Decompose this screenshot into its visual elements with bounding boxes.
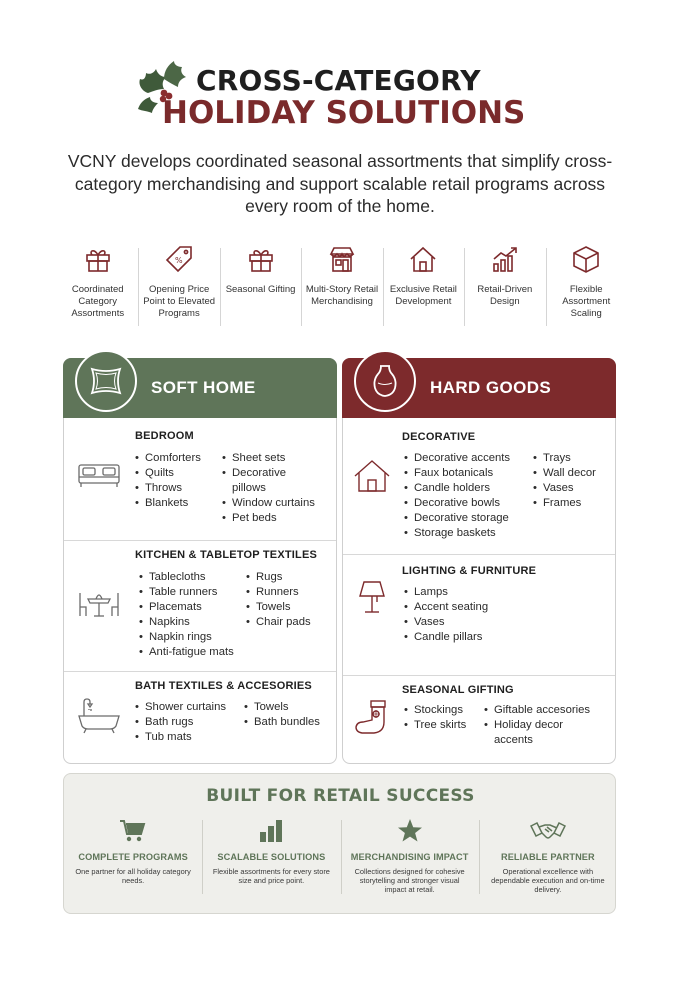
feature-item: [220, 240, 301, 332]
list-item: • Sheet sets: [222, 451, 315, 466]
list-item: • Holiday decor: [484, 718, 590, 733]
decorative-title: DECORATIVE: [402, 431, 476, 443]
list-item: • Tub mats: [135, 730, 226, 745]
feature-label: Opening Price Point to Elevated Programs: [143, 284, 216, 319]
stocking-icon: [349, 698, 395, 738]
pillar-item: [202, 818, 340, 906]
kitchen-section: [64, 540, 336, 671]
price-tag-icon: [164, 244, 194, 274]
list-item: • Comforters: [135, 451, 201, 466]
house-icon: [408, 244, 438, 274]
gift-box-icon: [83, 244, 113, 274]
list-item: • Towels: [246, 600, 311, 615]
list-item: • Candle holders: [404, 481, 510, 496]
bath-title: BATH TEXTILES & ACCESORIES: [135, 680, 312, 692]
list-item: • Pet beds: [222, 511, 315, 526]
pillar-text: Flexible assortments for every store size and price point.: [212, 867, 330, 886]
decorative-list-1: [404, 451, 510, 541]
list-item: • Shower curtains: [135, 700, 226, 715]
built-title: BUILT FOR RETAIL SUCCESS: [206, 786, 475, 806]
list-item: • Faux botanicals: [404, 466, 510, 481]
pillow-badge: [75, 350, 137, 412]
list-item: pillows: [232, 482, 266, 494]
decorative-list-2: [533, 451, 596, 511]
list-item: accents: [494, 734, 533, 746]
bedroom-title: BEDROOM: [135, 430, 194, 442]
list-item: • Stockings: [404, 703, 466, 718]
svg-text:%: %: [175, 256, 183, 265]
bedroom-list-1: [135, 451, 201, 511]
list-item: • Decorative: [222, 466, 315, 481]
cube-icon: [571, 244, 601, 274]
lamp-icon: [349, 579, 395, 619]
list-item: • Anti-fatigue mats: [139, 645, 234, 660]
vase-badge: [354, 350, 416, 412]
list-item: • Blankets: [135, 496, 201, 511]
feature-item: [383, 240, 464, 332]
title-line-1: CROSS-CATEGORY: [196, 64, 481, 97]
list-item: • Table runners: [139, 585, 234, 600]
pillar-title: RELIABLE PARTNER: [500, 852, 595, 862]
list-item: • Runners: [246, 585, 311, 600]
list-item: • Tablecloths: [139, 570, 234, 585]
feature-item: [464, 240, 545, 332]
feature-label: Coordinated Category Assortments: [71, 284, 125, 319]
storefront-icon: [327, 244, 357, 274]
kitchen-title: KITCHEN & TABLETOP TEXTILES: [135, 549, 318, 561]
hard-goods-title: HARD GOODS: [430, 378, 552, 397]
list-item: • Decorative bowls: [404, 496, 510, 511]
feature-item: [57, 240, 138, 332]
lighting-list: [404, 585, 488, 645]
soft-home-card: [63, 358, 337, 764]
list-item: • Throws: [135, 481, 201, 496]
list-item: • Quilts: [135, 466, 201, 481]
list-item: • Tree skirts: [404, 718, 466, 733]
feature-item: [546, 240, 627, 332]
title-line-2: HOLIDAY SOLUTIONS: [162, 95, 526, 131]
growth-chart-icon: [490, 244, 520, 274]
pillar-text: Collections designed for cohesive storytelling and stronger visual impact at retail.: [354, 867, 465, 895]
list-item: • Decorative accents: [404, 451, 510, 466]
list-item: • Placemats: [139, 600, 234, 615]
page-header: [0, 48, 680, 138]
list-item: • Vases: [533, 481, 596, 496]
bath-list-2: [244, 700, 320, 730]
list-item: • Rugs: [246, 570, 311, 585]
gifting-list-2: [484, 703, 590, 748]
star-icon: [396, 818, 424, 844]
kitchen-list-2: [246, 570, 311, 630]
list-item: • Chair pads: [246, 615, 311, 630]
decorative-section: [343, 418, 615, 554]
pillow-icon: [86, 361, 126, 401]
gift-icon: [246, 244, 276, 274]
feature-label: Retail-Driven Design: [477, 284, 533, 307]
shopping-cart-icon: [119, 818, 147, 844]
pillars-row: [64, 818, 617, 906]
built-for-retail-panel: [63, 773, 616, 914]
hard-goods-header: [342, 358, 616, 418]
list-item: • Accent seating: [404, 600, 488, 615]
list-item: • Vases: [404, 615, 488, 630]
dining-table-icon: [76, 583, 122, 623]
pillar-title: MERCHANDISING IMPACT: [350, 852, 469, 862]
pillar-title: SCALABLE SOLUTIONS: [217, 852, 326, 862]
hard-goods-card: [342, 358, 616, 764]
feature-item: [301, 240, 382, 332]
kitchen-list-1: [139, 570, 234, 660]
list-item: • Bath bundles: [244, 715, 320, 730]
list-item: • Napkins: [139, 615, 234, 630]
pillar-title: COMPLETE PROGRAMS: [78, 852, 188, 862]
list-item: • Napkin rings: [139, 630, 234, 645]
list-item: • Trays: [533, 451, 596, 466]
bedroom-section: [64, 418, 336, 540]
pillar-text: Operational excellence with dependable execution and on-time delivery.: [491, 867, 605, 895]
bed-icon: [76, 455, 122, 495]
list-item: • Giftable accesories: [484, 703, 590, 718]
list-item: • Candle pillars: [404, 630, 488, 645]
feature-label: Flexible Assortment Scaling: [562, 284, 611, 319]
list-item: • Lamps: [404, 585, 488, 600]
pillar-text: One partner for all holiday category needs.: [75, 867, 191, 886]
list-item: • Bath rugs: [135, 715, 226, 730]
lighting-section: [343, 554, 615, 675]
feature-item: [138, 240, 219, 332]
list-item: • Wall decor: [533, 466, 596, 481]
feature-label: Multi-Story Retail Merchandising: [305, 284, 379, 307]
gifting-title: SEASONAL GIFTING: [402, 684, 514, 696]
bar-chart-icon: [257, 818, 285, 844]
soft-home-header: [63, 358, 337, 418]
soft-home-title: SOFT HOME: [151, 378, 256, 397]
list-item: • Frames: [533, 496, 596, 511]
bedroom-list-2: [222, 451, 315, 526]
list-item: • Towels: [244, 700, 320, 715]
intro-paragraph: VCNY develops coordinated seasonal assortments that simplify cross-category merchandising and support scalable retail programs across every room of the home.: [67, 151, 613, 216]
pillar-item: [64, 818, 202, 906]
bath-section: [64, 671, 336, 763]
pillar-item: [341, 818, 479, 906]
house-icon: [349, 456, 395, 496]
vase-icon: [365, 361, 405, 401]
list-item: • Storage baskets: [404, 526, 510, 541]
gifting-section: [343, 675, 615, 763]
pillar-item: [479, 818, 617, 906]
feature-label: Exclusive Retail Development: [389, 284, 457, 307]
lighting-title: LIGHTING & FURNITURE: [402, 565, 537, 577]
gifting-list-1: [404, 703, 466, 733]
list-item: • Decorative storage: [404, 511, 510, 526]
bath-list-1: [135, 700, 226, 745]
feature-icons-row: [57, 240, 627, 332]
handshake-icon: [530, 818, 566, 844]
feature-label: Seasonal Gifting: [225, 284, 296, 295]
list-item: • Window curtains: [222, 496, 315, 511]
bathtub-icon: [76, 696, 122, 736]
